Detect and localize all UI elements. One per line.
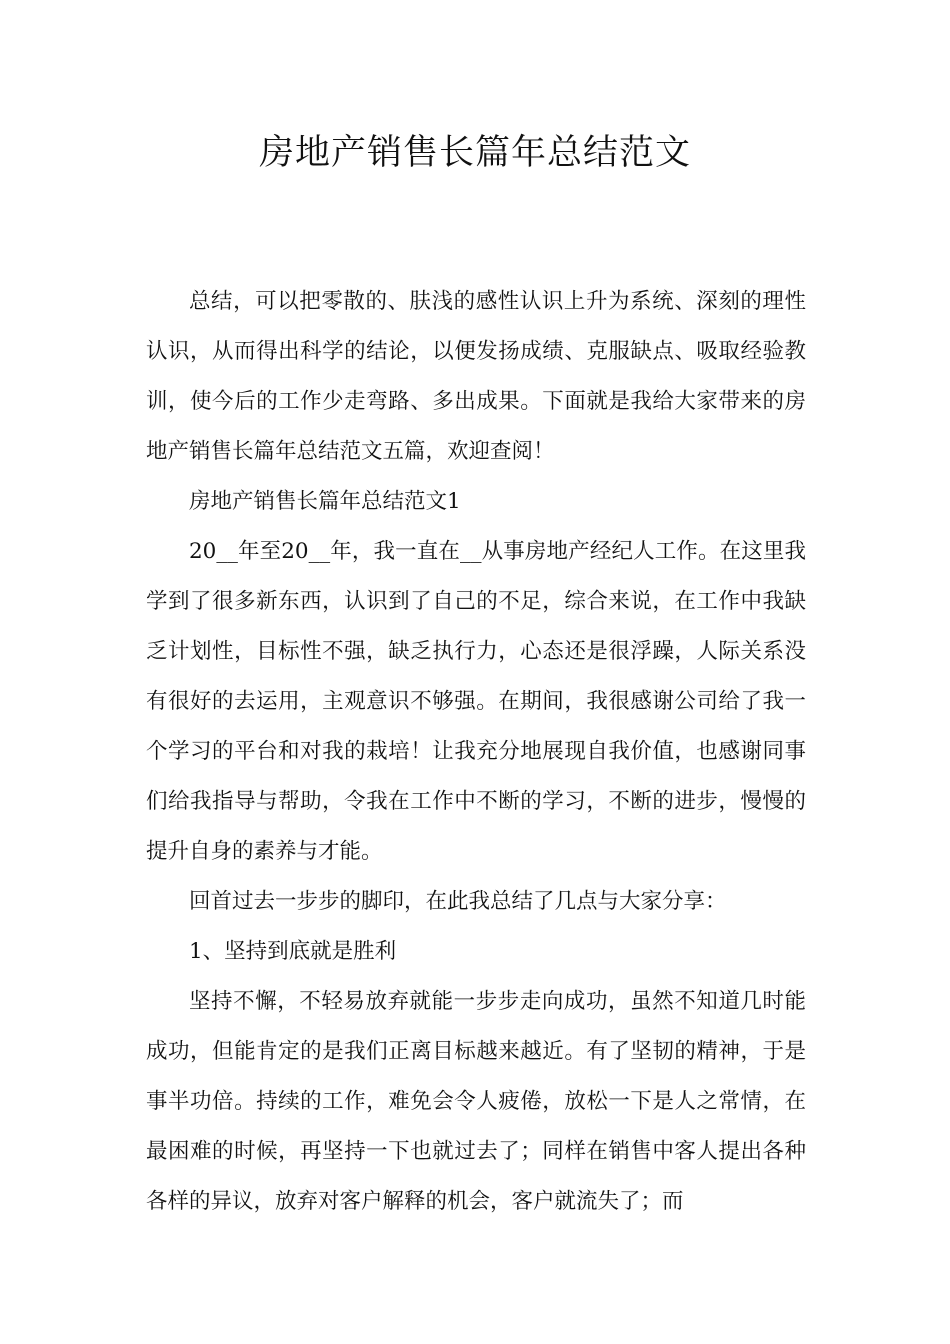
paragraph-share-intro: 回首过去一步步的脚印，在此我总结了几点与大家分享： [189,889,727,914]
section-heading: 房地产销售长篇年总结范文1 [189,489,461,514]
document-title: 房地产销售长篇年总结范文 [258,133,691,173]
paragraph-persistence: 坚持不懈，不轻易放弃就能一步步走向成功，虽然不知道几时能成功，但能肯定的是我们正离目标越来越近。有了坚韧的精神，于是事半功倍。持续的工作，难免会令人疲倦，放松一下是人之常情，在最困难的时候，再坚持一下也就过去了；同样在销售中客人提出各种各样的异议，放弃对客户解释的机会，客户就流失了；而 [146,989,806,1214]
paragraph-intro: 总结，可以把零散的、肤浅的感性认识上升为系统、深刻的理性认识，从而得出科学的结论，以便发扬成绩、克服缺点、吸取经验教训，使今后的工作少走弯路、多出成果。下面就是我给大家带来的房地产销售长篇年总结范文五篇，欢迎查阅！ [146,289,806,464]
document-body [146,277,806,1227]
paragraph-work-review: 20__年至20__年，我一直在__从事房地产经纪人工作。在这里我学到了很多新东西，认识到了自己的不足，综合来说，在工作中我缺乏计划性，目标性不强，缺乏执行力，心态还是很浮躁，人际关系没有很好的去运用，主观意识不够强。在期间，我很感谢公司给了我一个学习的平台和对我的栽培！让我充分地展现自我价值，也感谢同事们给我指导与帮助，令我在工作中不断的学习，不断的进步，慢慢的提升自身的素养与才能。 [146,539,806,864]
point-heading-1: 1、坚持到底就是胜利 [189,939,397,964]
